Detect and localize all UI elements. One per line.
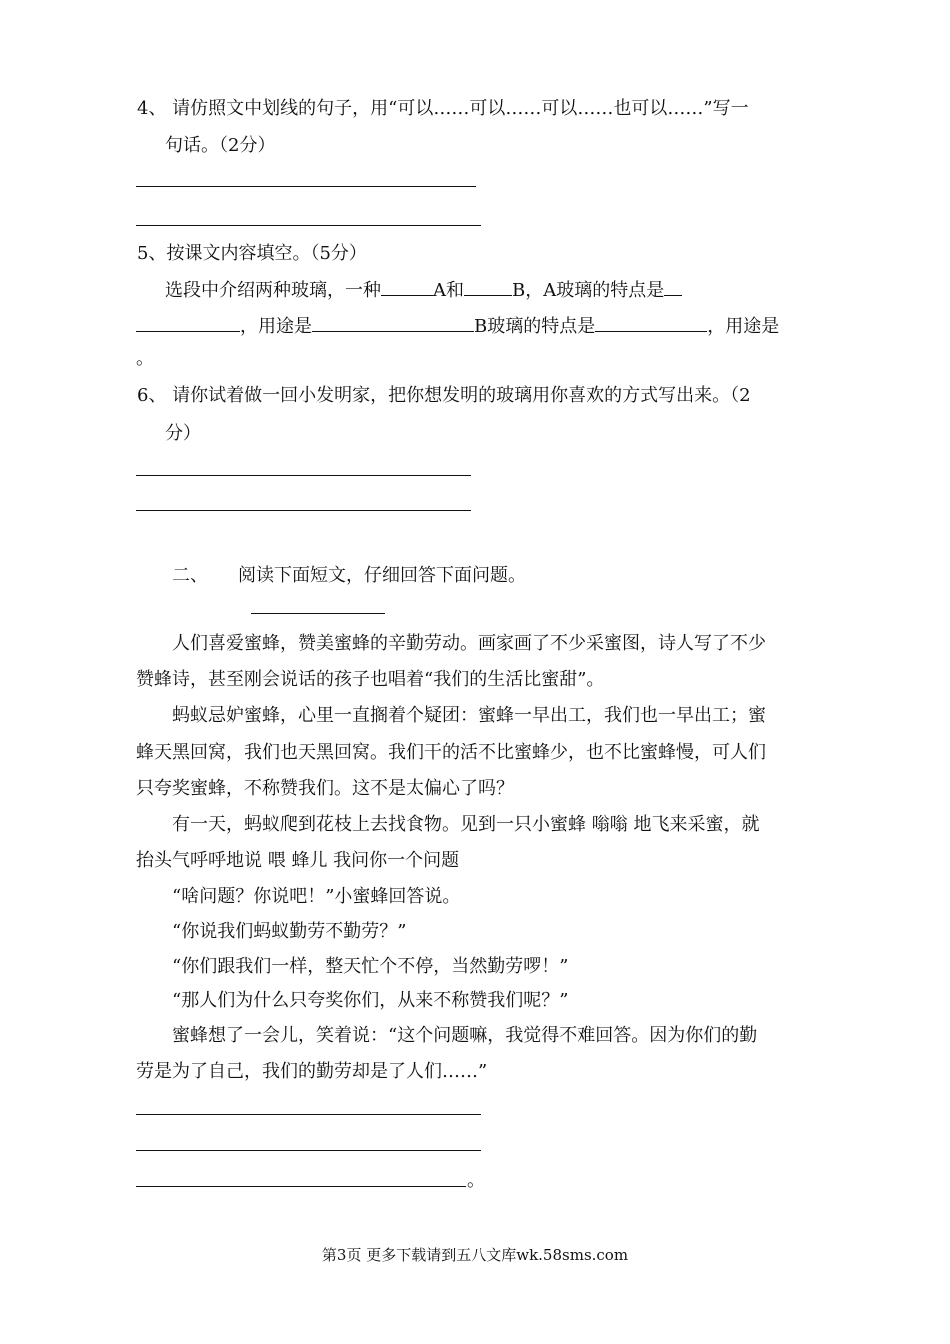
- passage-line: 抬头气呼呼地说 喂 蜂儿 我问你一个问题: [136, 850, 460, 871]
- passage-line: 蜂天黑回窝，我们也天黑回窝。我们干的活不比蜜蜂少，也不比蜜蜂慢，可人们: [136, 742, 766, 763]
- q5-paragraph-line1: 选段中介绍两种玻璃，一种 A和 B，A玻璃的特点是: [165, 275, 682, 304]
- answer-line: [136, 475, 471, 476]
- answer-line: [136, 225, 481, 226]
- fill-blank: [464, 275, 512, 296]
- passage-line: 有一天，蚂蚁爬到花枝上去找食物。见到一只小蜜蜂 嗡嗡 地飞来采蜜，就: [172, 814, 760, 835]
- q4-line1: 4、 请仿照文中划线的句子，用“可以……可以……可以……也可以……”写一: [137, 98, 749, 119]
- passage-line: 赞蜂诗，甚至刚会说话的孩子也唱着“我们的生活比蜜甜”。: [136, 669, 605, 690]
- section-title: 阅读下面短文，仔细回答下面问题。: [238, 565, 526, 586]
- q5-title: 5、按课文内容填空。（5分）: [137, 243, 367, 264]
- dialogue-line: “你说我们蚂蚁勤劳不勤劳？”: [172, 921, 407, 942]
- dialogue-line: “那人们为什么只夸奖你们，从来不称赞我们呢？”: [172, 990, 569, 1011]
- end-mark: 。: [467, 1170, 485, 1191]
- fill-blank: [136, 311, 240, 332]
- passage-line: 只夸奖蜜蜂，不称赞我们。这不是太偏心了吗？: [136, 778, 514, 799]
- q5-paragraph-line2: ，用途是 B玻璃的特点是 ，用途是: [136, 311, 779, 340]
- fill-blank: [312, 311, 474, 332]
- dialogue-line: “啥问题？你说吧！”小蜜蜂回答说。: [172, 886, 461, 907]
- section-number: 二、: [172, 565, 208, 586]
- passage-line: 劳是为了自己，我们的勤劳却是了人们……”: [136, 1061, 488, 1082]
- passage-line: 蚂蚁忌妒蜜蜂，心里一直搁着个疑团：蜜蜂一早出工，我们也一早出工；蜜: [172, 705, 766, 726]
- fill-blank: [381, 275, 433, 296]
- passage-line: 蜜蜂想了一会儿，笑着说：“这个问题嘛，我觉得不难回答。因为你们的勤: [172, 1025, 758, 1046]
- q6-line2: 分）: [165, 423, 201, 444]
- answer-line: [136, 1186, 466, 1187]
- title-blank-line: [251, 613, 385, 614]
- answer-line: [136, 186, 476, 187]
- q4-line2: 句话。（2分）: [165, 135, 276, 156]
- dialogue-line: “你们跟我们一样，整天忙个不停，当然勤劳啰！”: [172, 956, 569, 977]
- fill-blank: [595, 311, 707, 332]
- passage-line: 人们喜爱蜜蜂，赞美蜜蜂的辛勤劳动。画家画了不少采蜜图，诗人写了不少: [172, 633, 766, 654]
- answer-line: [136, 1114, 481, 1115]
- answer-line: [136, 510, 471, 511]
- q6-line1: 6、 请你试着做一回小发明家，把你想发明的玻璃用你喜欢的方式写出来。（2: [137, 385, 751, 406]
- q5-paragraph-line3: 。: [136, 348, 154, 369]
- fill-blank: [664, 275, 682, 296]
- answer-line: [136, 1150, 481, 1151]
- page-footer: 第3页 更多下载请到五八文库wk.58sms.com: [321, 1246, 629, 1264]
